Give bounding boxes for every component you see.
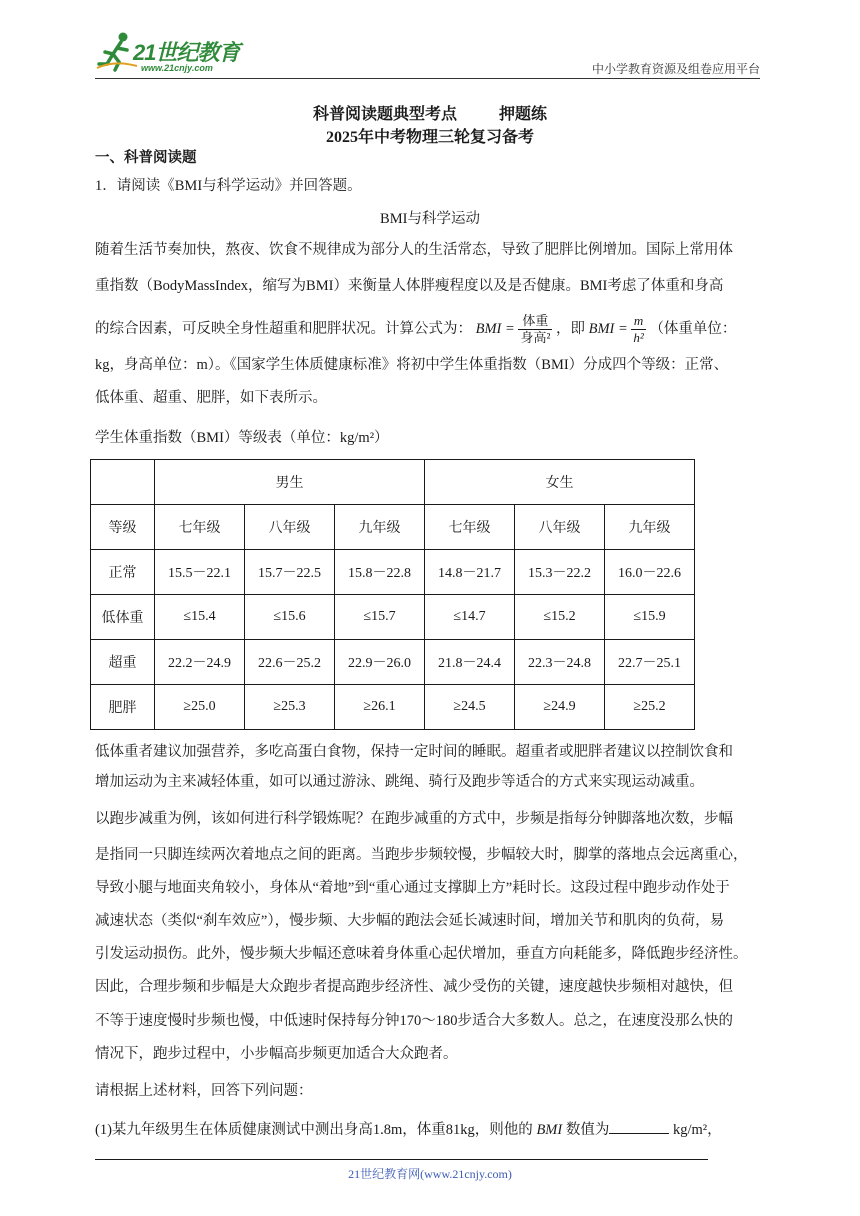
table-cell: 正常 xyxy=(91,550,155,595)
table-cell: ≥25.0 xyxy=(155,685,245,730)
table-cell: ≥24.5 xyxy=(425,685,515,730)
para1-line3 xyxy=(95,313,760,346)
fraction-denominator: 身高² xyxy=(520,330,551,345)
table-cell: 22.6－25.2 xyxy=(245,640,335,685)
table-caption: 学生体重指数（BMI）等级表（单位：kg/m²） xyxy=(95,430,389,446)
table-corner-cell xyxy=(91,460,155,505)
formula-connector: ，即 xyxy=(555,320,585,337)
table-cell: ≤15.2 xyxy=(515,595,605,640)
para1-line3-text: 的综合因素，可反映全身性超重和肥胖状况。计算公式为： xyxy=(95,320,472,337)
para1-line2: 重指数（BodyMassIndex，缩写为BMI）来衡量人体胖瘦程度以及是否健康。BMI考虑了体重和身高 xyxy=(95,278,724,294)
table-cell: 14.8－21.7 xyxy=(425,550,515,595)
para1-line4: kg，身高单位：m）。《国家学生体质健康标准》将初中学生体重指数（BMI）分成四个等级：正常、 xyxy=(95,357,729,373)
table-cell: 22.9－26.0 xyxy=(335,640,425,685)
para3-line2: 是指同一只脚连续两次着地点之间的距离。当跑步步频较慢，步幅较大时，脚掌的落地点会远离重心， xyxy=(95,847,748,863)
table-cell: ≤15.9 xyxy=(605,595,695,640)
header-cell: 八年级 xyxy=(245,505,335,550)
header-cell: 八年级 xyxy=(515,505,605,550)
para3-line5: 引发运动损伤。此外，慢步频大步幅还意味着身体重心起伏增加，垂直方向耗能多，降低跑步经济性。 xyxy=(95,946,748,962)
answer-prompt: 请根据上述材料，回答下列问题： xyxy=(95,1083,313,1099)
logo-text: 21世纪教育 xyxy=(133,40,240,65)
bmi-formula xyxy=(475,313,650,345)
table-cell: 16.0－22.6 xyxy=(605,550,695,595)
q1-text-2: 数值为 xyxy=(565,1122,610,1138)
para3-line8: 情况下，跑步过程中，小步幅高步频更加适合大众跑者。 xyxy=(95,1046,458,1062)
para3-line3: 导致小腿与地面夹角较小，身体从“着地”到“重心通过支撑脚上方”耗时长。这段过程中跑步动作处于 xyxy=(95,880,730,896)
table-cell: ≤15.4 xyxy=(155,595,245,640)
question-intro: 1．请阅读《BMI与科学运动》并回答题。 xyxy=(95,178,362,194)
para2-line1: 低体重者建议加强营养，多吃高蛋白食物，保持一定时间的睡眠。超重者或肥胖者建议以控制饮食和 xyxy=(95,744,733,760)
group-male: 男生 xyxy=(155,460,425,505)
table-cell: ≥26.1 xyxy=(335,685,425,730)
header-cell: 七年级 xyxy=(425,505,515,550)
group-female: 女生 xyxy=(425,460,695,505)
table-row xyxy=(91,685,695,730)
fraction-numerator-2: m xyxy=(631,313,645,330)
table-cell: 21.8－24.4 xyxy=(425,640,515,685)
q1-answer-blank[interactable] xyxy=(609,1119,669,1134)
q1-unit: kg/m²， xyxy=(672,1122,722,1138)
page-footer: 21世纪教育网(www.21cnjy.com) xyxy=(348,1167,512,1181)
header-divider xyxy=(95,78,760,79)
page-title xyxy=(0,101,860,124)
page-header xyxy=(95,30,760,78)
table-cell: 22.2－24.9 xyxy=(155,640,245,685)
table-cell: ≥25.3 xyxy=(245,685,335,730)
para1-line5: 低体重、超重、肥胖，如下表所示。 xyxy=(95,390,327,406)
table-cell: 15.8－22.8 xyxy=(335,550,425,595)
table-cell: ≤15.6 xyxy=(245,595,335,640)
table-row xyxy=(91,550,695,595)
bmi-grade-table xyxy=(90,459,695,730)
section-heading: 一、科普阅读题 xyxy=(95,150,197,166)
fraction-numerator: 体重 xyxy=(518,313,552,330)
para3-line7: 不等于速度慢时步频也慢，中低速时保持每分钟170～180步适合大多数人。总之，在速度没那么快的 xyxy=(95,1013,733,1029)
table-cell: ≥24.9 xyxy=(515,685,605,730)
para1-line1: 随着生活节奏加快，熬夜、饮食不规律成为部分人的生活常态，导致了肥胖比例增加。国际上常用体 xyxy=(95,242,733,258)
header-cell: 九年级 xyxy=(605,505,695,550)
header-cell: 九年级 xyxy=(335,505,425,550)
table-row xyxy=(91,640,695,685)
table-row xyxy=(91,595,695,640)
title-main: 科普阅读题典型考点 xyxy=(312,106,457,123)
header-cell: 七年级 xyxy=(155,505,245,550)
footer-divider xyxy=(95,1159,708,1160)
table-cell: 肥胖 xyxy=(91,685,155,730)
table-cell: 15.7－22.5 xyxy=(245,550,335,595)
q1-text: (1)某九年级男生在体质健康测试中测出身高1.8m，体重81kg，则他的 xyxy=(95,1122,533,1138)
para3-line6: 因此，合理步频和步幅是大众跑步者提高跑步经济性、减少受伤的关键，速度越快步频相对越快，但 xyxy=(95,979,733,995)
q1-variable: BMI xyxy=(536,1122,563,1138)
para3-line4: 减速状态（类似“刹车效应”），慢步频、大步幅的跑法会延长减速时间，增加关节和肌肉的负荷，易 xyxy=(95,913,725,929)
table-cell: ≤14.7 xyxy=(425,595,515,640)
formula-tail: （体重单位： xyxy=(649,320,737,337)
formula-fraction-1 xyxy=(518,313,552,346)
logo-url: www.21cnjy.com xyxy=(141,63,213,73)
page-subtitle: 2025年中考物理三轮复习备考 xyxy=(325,129,534,146)
table-cell: 15.3－22.2 xyxy=(515,550,605,595)
title-tag: 押题练 xyxy=(499,106,548,123)
table-cell: ≥25.2 xyxy=(605,685,695,730)
table-header-row xyxy=(91,505,695,550)
para3-line1: 以跑步减重为例，该如何进行科学锻炼呢？在跑步减重的方式中，步频是指每分钟脚落地次数，步幅 xyxy=(95,811,733,827)
table-cell: 22.3－24.8 xyxy=(515,640,605,685)
question-1 xyxy=(95,1119,760,1140)
formula-lhs-2: BMI = xyxy=(588,320,628,337)
table-cell: 15.5－22.1 xyxy=(155,550,245,595)
formula-lhs: BMI = xyxy=(475,320,515,337)
header-cell: 等级 xyxy=(91,505,155,550)
formula-fraction-2 xyxy=(631,313,645,346)
table-cell: ≤15.7 xyxy=(335,595,425,640)
table-group-row xyxy=(91,460,695,505)
platform-name: 中小学教育资源及组卷应用平台 xyxy=(591,62,760,76)
site-logo xyxy=(95,30,265,76)
table-cell: 22.7－25.1 xyxy=(605,640,695,685)
table-cell: 超重 xyxy=(91,640,155,685)
fraction-denominator-2: h² xyxy=(633,330,644,345)
table-cell: 低体重 xyxy=(91,595,155,640)
para2-line2: 增加运动为主来减轻体重，如可以通过游泳、跳绳、骑行及跑步等适合的方式来实现运动减重。 xyxy=(95,774,704,790)
article-title: BMI与科学运动 xyxy=(380,211,480,227)
